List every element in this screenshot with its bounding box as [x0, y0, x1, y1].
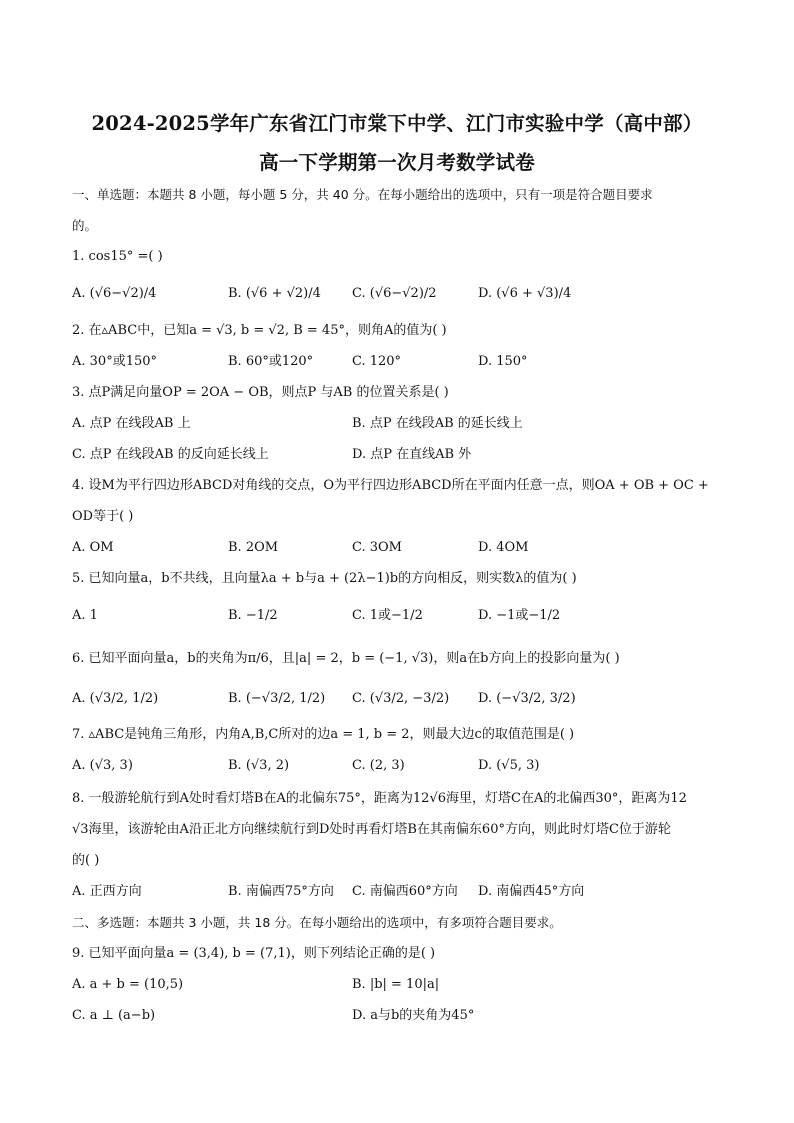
section2-heading: 二、多选题：本题共 3 小题，共 18 分。在每小题给出的选项中，有多项符合题目要求。 [72, 915, 562, 930]
exam-title-line2: 高一下学期第一次月考数学试卷 [259, 151, 535, 174]
q3-option-d: D. 点P 在直线AB 外 [352, 447, 472, 462]
q8-option-d: D. 南偏西45°方向 [478, 884, 585, 899]
q1-option-d: D. (√6 + √3)/4 [478, 286, 572, 301]
q9-option-a: A. a + b = (10,5) [72, 977, 184, 992]
q9-option-d: D. a与b的夹角为45° [352, 1008, 475, 1023]
q7-stem: 7. ▵ABC是钝角三角形，内角A,B,C所对的边a = 1, b = 2，则最大边c的取值范围是( ) [72, 727, 575, 742]
q3-option-a: A. 点P 在线段AB 上 [72, 416, 191, 431]
q6-option-d: D. (−√3/2, 3/2) [478, 691, 576, 706]
q3-stem: 3. 点P满足向量OP = 2OA − OB，则点P 与AB 的位置关系是( ) [72, 385, 449, 400]
q4-option-c: C. 3OM [352, 540, 402, 555]
q8-option-c: C. 南偏西60°方向 [352, 884, 458, 899]
q5-option-a: A. 1 [72, 608, 98, 623]
q5-option-d: D. −1或−1/2 [478, 608, 561, 623]
q2-option-a: A. 30°或150° [72, 354, 158, 369]
q2-option-c: C. 120° [352, 354, 402, 369]
q9-option-c: C. a ⊥ (a−b) [72, 1008, 156, 1023]
q5-stem: 5. 已知向量a，b不共线，且向量λa + b与a + (2λ−1)b的方向相反，则实数λ的值为( ) [72, 571, 577, 586]
q2-stem: 2. 在▵ABC中，已知a = √3, b = √2, B = 45°，则角A的值为( ) [72, 323, 447, 338]
q9-stem: 9. 已知平面向量a = (3,4), b = (7,1)，则下列结论正确的是( ) [72, 946, 436, 961]
q7-option-d: D. (√5, 3) [478, 758, 540, 773]
q8-stem: 8. 一般游轮航行到A处时看灯塔B在A的北偏东75°，距离为12√6海里，灯塔C在A的北偏西30°，距离为12 [72, 791, 687, 806]
q6-option-b: B. (−√3/2, 1/2) [228, 691, 326, 706]
q6-option-a: A. (√3/2, 1/2) [72, 691, 159, 706]
q4-option-b: B. 2OM [228, 540, 279, 555]
exam-title-line1: 2024-2025学年广东省江门市棠下中学、江门市实验中学（高中部） [91, 112, 703, 135]
q8-stem-cont1: √3海里，该游轮由A沿正北方向继续航行到D处时再看灯塔B在其南偏东60°方向，则此时灯塔C位于游轮 [72, 822, 671, 837]
q4-option-d: D. 4OM [478, 540, 529, 555]
q1-option-c: C. (√6−√2)/2 [352, 286, 437, 301]
q1-option-b: B. (√6 + √2)/4 [228, 286, 321, 301]
q4-stem: 4. 设M为平行四边形ABCD对角线的交点，O为平行四边形ABCD所在平面内任意一点，则OA + OB + OC + [72, 478, 709, 493]
q2-option-b: B. 60°或120° [228, 354, 314, 369]
q1-stem: 1. cos15° =( ) [72, 249, 163, 264]
q3-option-b: B. 点P 在线段AB 的延长线上 [352, 416, 523, 431]
q7-option-a: A. (√3, 3) [72, 758, 133, 773]
q7-option-b: B. (√3, 2) [228, 758, 290, 773]
q4-option-a: A. OM [72, 540, 114, 555]
section1-heading-cont: 的。 [72, 218, 98, 233]
q6-option-c: C. (√3/2, −3/2) [352, 691, 450, 706]
q5-option-c: C. 1或−1/2 [352, 608, 423, 623]
q8-stem-cont2: 的( ) [72, 853, 100, 868]
q6-stem: 6. 已知平面向量a，b的夹角为π/6，且|a| = 2，b = (−1, √3)，则a在b方向上的投影向量为( ) [72, 651, 620, 666]
q8-option-a: A. 正西方向 [72, 884, 142, 899]
q3-option-c: C. 点P 在线段AB 的反向延长线上 [72, 447, 269, 462]
q4-stem-cont: OD等于( ) [72, 509, 134, 524]
section1-heading: 一、单选题：本题共 8 小题，每小题 5 分，共 40 分。在每小题给出的选项中，只有一项是符合题目要求 [72, 187, 653, 202]
q8-option-b: B. 南偏西75°方向 [228, 884, 334, 899]
q7-option-c: C. (2, 3) [352, 758, 405, 773]
q5-option-b: B. −1/2 [228, 608, 278, 623]
q1-option-a: A. (√6−√2)/4 [72, 286, 157, 301]
q2-option-d: D. 150° [478, 354, 528, 369]
q9-option-b: B. |b| = 10|a| [352, 977, 440, 992]
